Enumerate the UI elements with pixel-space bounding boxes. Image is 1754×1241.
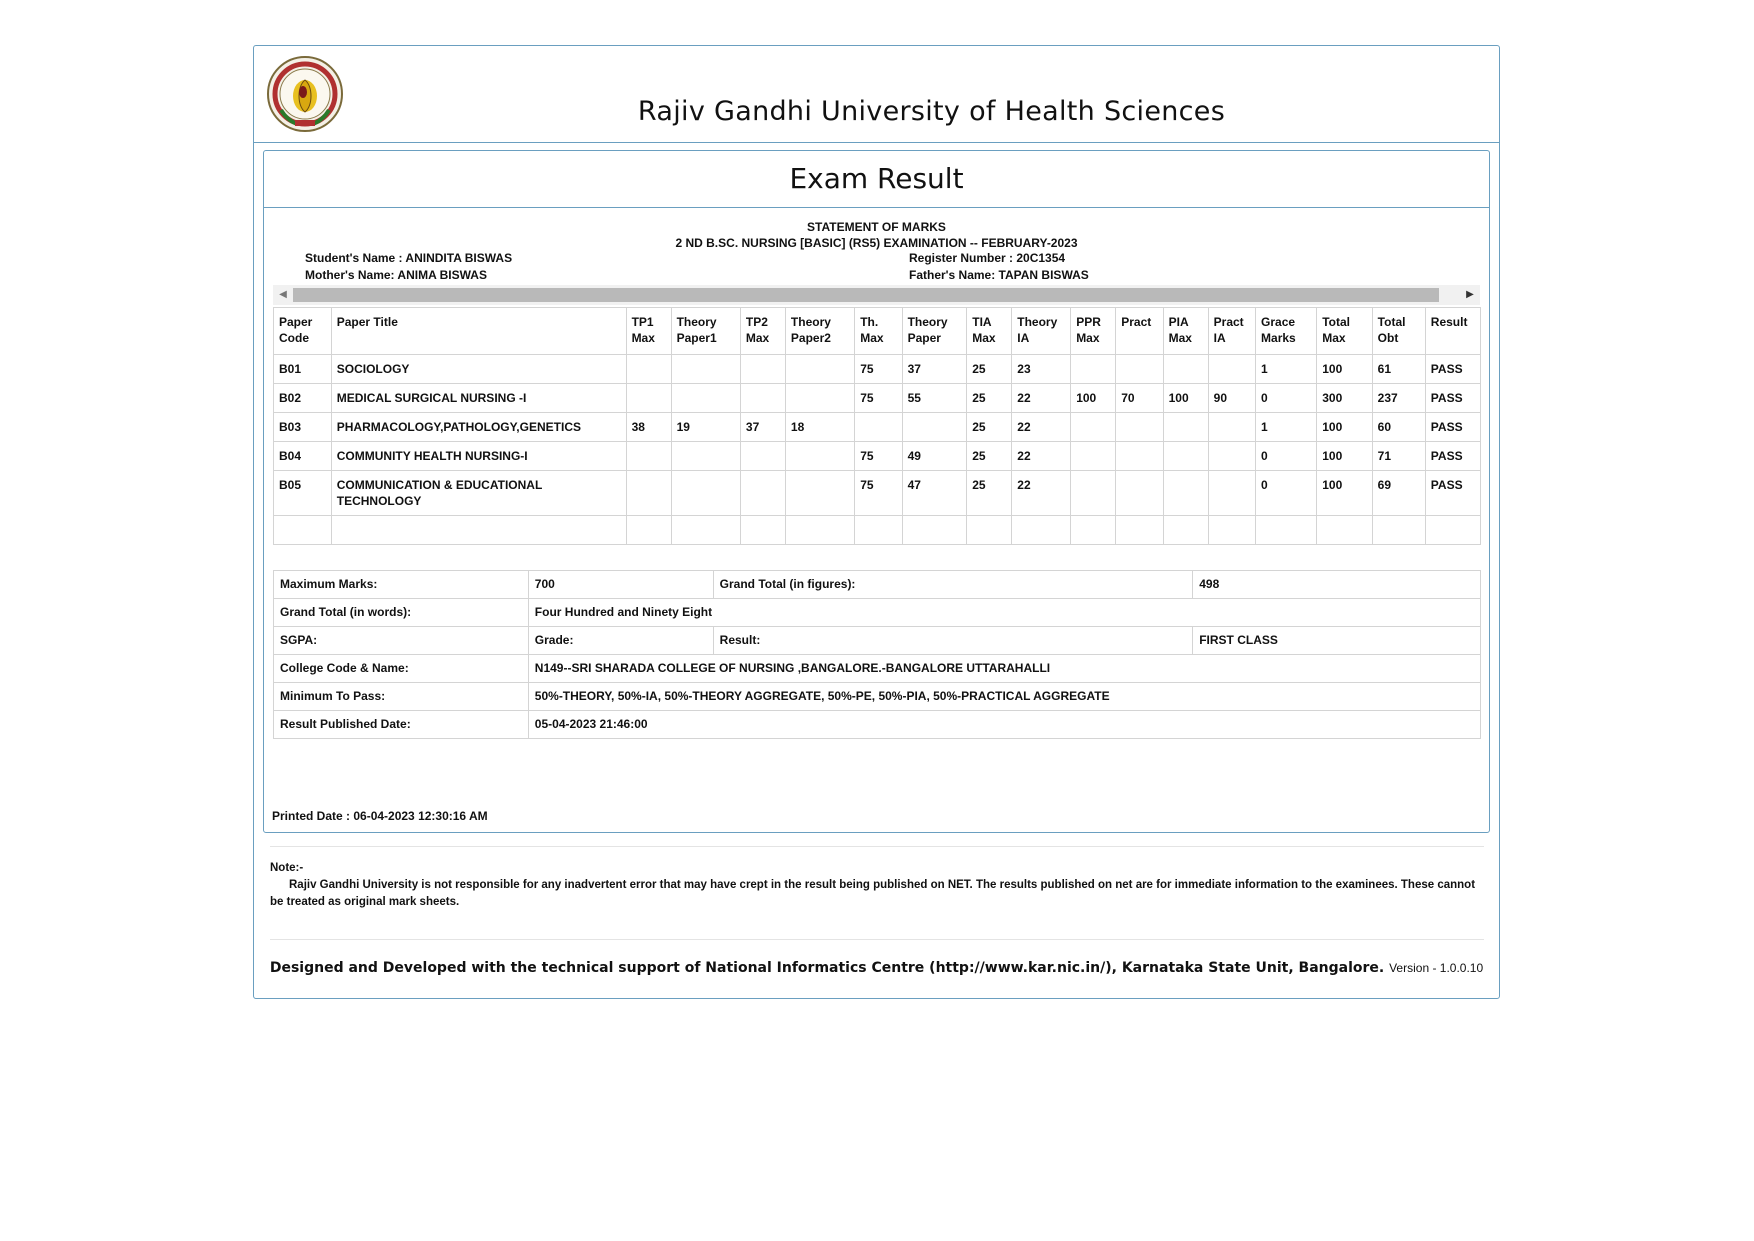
table-cell: 75 — [855, 355, 902, 384]
column-header-line: Total — [1322, 315, 1351, 329]
table-cell: 70 — [1116, 384, 1163, 413]
column-header-line: Total — [1377, 315, 1406, 329]
table-cell: 22 — [1012, 413, 1071, 442]
table-cell: B03 — [274, 413, 332, 442]
table-cell: 100 — [1317, 413, 1372, 442]
column-header-line: Max — [860, 331, 884, 345]
table-cell: PASS — [1425, 413, 1480, 442]
table-cell: 100 — [1317, 355, 1372, 384]
table-cell: 0 — [1256, 471, 1317, 516]
table-cell: 49 — [902, 442, 967, 471]
column-header-line: TP2 — [745, 315, 768, 329]
college-label: College Code & Name: — [274, 655, 529, 683]
table-cell: B02 — [274, 384, 332, 413]
column-header — [1116, 308, 1163, 355]
summary-row — [274, 683, 1481, 711]
table-cell — [626, 471, 671, 516]
table-cell — [274, 516, 332, 545]
column-header-line: PPR — [1076, 315, 1101, 329]
column-header-line: Max — [1322, 331, 1346, 345]
scroll-right-icon[interactable]: ▶ — [1466, 289, 1474, 300]
result-panel — [263, 150, 1490, 833]
header — [254, 46, 1499, 143]
table-cell: B05 — [274, 471, 332, 516]
column-header-line: IA — [1213, 331, 1226, 345]
summary-row — [274, 627, 1481, 655]
table-cell: 1 — [1256, 355, 1317, 384]
table-cell: COMMUNITY HEALTH NURSING-I — [331, 442, 626, 471]
info-row-1 — [264, 251, 1489, 268]
column-header-line: Max — [631, 331, 655, 345]
column-header-line: Result — [1430, 315, 1468, 329]
table-cell: 75 — [855, 471, 902, 516]
table-cell: 300 — [1317, 384, 1372, 413]
table-cell: 60 — [1372, 413, 1425, 442]
result-label: Result: — [713, 627, 1193, 655]
table-cell — [1163, 413, 1208, 442]
table-cell: PASS — [1425, 442, 1480, 471]
horizontal-scrollbar[interactable] — [273, 285, 1480, 305]
table-cell — [785, 471, 854, 516]
scroll-left-icon[interactable]: ◀ — [279, 289, 287, 300]
college-value: N149--SRI SHARADA COLLEGE OF NURSING ,BANGALORE.-BANGALORE UTTARAHALLI — [528, 655, 1480, 683]
table-cell: 61 — [1372, 355, 1425, 384]
table-cell: PASS — [1425, 471, 1480, 516]
table-cell: 237 — [1372, 384, 1425, 413]
result-value: FIRST CLASS — [1193, 627, 1481, 655]
table-cell: 55 — [902, 384, 967, 413]
table-cell: PHARMACOLOGY,PATHOLOGY,GENETICS — [331, 413, 626, 442]
table-cell — [1071, 355, 1116, 384]
table-cell — [331, 516, 626, 545]
column-header-line: Obt — [1377, 331, 1399, 345]
table-cell — [1372, 516, 1425, 545]
column-header — [1425, 308, 1480, 355]
table-cell: 22 — [1012, 442, 1071, 471]
max-marks-label: Maximum Marks: — [274, 571, 529, 599]
table-cell — [1116, 355, 1163, 384]
note-text: Rajiv Gandhi University is not responsible for any inadvertent error that may have crept in the result being published on NET. The results published on net are for immediate information to the examinees. These cannot be treated as original mark sheets. — [270, 879, 1476, 908]
table-cell: 75 — [855, 442, 902, 471]
table-cell — [671, 355, 740, 384]
column-header — [785, 308, 854, 355]
statement-title: STATEMENT OF MARKS — [807, 220, 946, 234]
table-cell — [1071, 516, 1116, 545]
table-cell: 69 — [1372, 471, 1425, 516]
column-header-line: Max — [1168, 331, 1192, 345]
result-heading: Exam Result — [264, 151, 1489, 208]
published-label: Result Published Date: — [274, 711, 529, 739]
table-cell: 100 — [1071, 384, 1116, 413]
table-cell — [740, 471, 785, 516]
sgpa-label: SGPA: — [274, 627, 529, 655]
column-header-line: IA — [1017, 331, 1030, 345]
table-cell: SOCIOLOGY — [331, 355, 626, 384]
table-cell — [626, 516, 671, 545]
table-cell — [1163, 355, 1208, 384]
grand-total-words-label: Grand Total (in words): — [274, 599, 529, 627]
table-cell — [855, 516, 902, 545]
note — [270, 860, 1484, 911]
table-cell: PASS — [1425, 355, 1480, 384]
column-header — [1256, 308, 1317, 355]
table-cell — [1208, 413, 1255, 442]
column-header — [1317, 308, 1372, 355]
table-cell: B01 — [274, 355, 332, 384]
table-cell: 100 — [1317, 471, 1372, 516]
table-cell: 100 — [1163, 384, 1208, 413]
table-cell: COMMUNICATION & EDUCATIONAL TECHNOLOGY — [331, 471, 626, 516]
min-pass-label: Minimum To Pass: — [274, 683, 529, 711]
table-cell — [671, 384, 740, 413]
exam-name: 2 ND B.SC. NURSING [BASIC] (RS5) EXAMINATION -- FEBRUARY-2023 — [675, 236, 1078, 250]
column-header-line: Theory — [676, 315, 717, 329]
table-cell — [740, 516, 785, 545]
column-header — [671, 308, 740, 355]
table-cell — [740, 442, 785, 471]
grand-total-words-value: Four Hundred and Ninety Eight — [528, 599, 1480, 627]
summary-row — [274, 599, 1481, 627]
grand-total-figures-label: Grand Total (in figures): — [713, 571, 1193, 599]
column-header-line: TP1 — [631, 315, 654, 329]
table-cell: B04 — [274, 442, 332, 471]
scroll-thumb[interactable] — [293, 288, 1439, 302]
table-cell: 90 — [1208, 384, 1255, 413]
table-cell — [1425, 516, 1480, 545]
note-title: Note:- — [270, 862, 304, 874]
column-header-line: PIA — [1168, 315, 1189, 329]
table-cell: 1 — [1256, 413, 1317, 442]
table-cell: MEDICAL SURGICAL NURSING -I — [331, 384, 626, 413]
table-cell: 25 — [967, 413, 1012, 442]
column-header — [626, 308, 671, 355]
table-cell — [785, 355, 854, 384]
table-row — [274, 442, 1481, 471]
table-cell: 0 — [1256, 384, 1317, 413]
table-cell: 22 — [1012, 384, 1071, 413]
divider — [270, 939, 1484, 940]
page-frame — [253, 45, 1500, 999]
column-header — [1071, 308, 1116, 355]
version: Version - 1.0.0.10 — [1389, 961, 1484, 975]
column-header-line: Max — [1076, 331, 1100, 345]
column-header-line: TIA — [972, 315, 992, 329]
column-header-line: Paper1 — [676, 331, 717, 345]
column-header-line: Paper Title — [336, 315, 398, 329]
table-cell — [1071, 413, 1116, 442]
table-cell — [1208, 471, 1255, 516]
table-row — [274, 355, 1481, 384]
table-cell — [671, 442, 740, 471]
table-row — [274, 384, 1481, 413]
table-cell — [1208, 516, 1255, 545]
table-row-empty — [274, 516, 1481, 545]
table-cell — [1256, 516, 1317, 545]
table-cell — [671, 471, 740, 516]
column-header — [1372, 308, 1425, 355]
published-value: 05-04-2023 21:46:00 — [528, 711, 1480, 739]
column-header-line: Pract — [1213, 315, 1244, 329]
marks-header-row — [274, 308, 1481, 355]
grand-total-figures-value: 498 — [1193, 571, 1481, 599]
column-header-line: Paper — [279, 315, 313, 329]
table-cell — [785, 442, 854, 471]
register-number: Register Number : 20C1354 — [909, 251, 1066, 265]
table-cell — [855, 413, 902, 442]
column-header — [855, 308, 902, 355]
table-cell — [1116, 471, 1163, 516]
table-cell: 37 — [740, 413, 785, 442]
table-cell — [740, 355, 785, 384]
table-cell — [967, 516, 1012, 545]
column-header-line: Paper — [907, 331, 941, 345]
column-header-line: Theory — [1017, 315, 1058, 329]
table-cell — [1163, 516, 1208, 545]
summary-row — [274, 571, 1481, 599]
table-cell: 22 — [1012, 471, 1071, 516]
table-cell — [1116, 442, 1163, 471]
column-header-line: Grace — [1261, 315, 1296, 329]
max-marks-value: 700 — [528, 571, 713, 599]
table-cell — [1116, 413, 1163, 442]
table-cell — [1163, 471, 1208, 516]
column-header — [740, 308, 785, 355]
table-cell — [671, 516, 740, 545]
table-cell: 25 — [967, 384, 1012, 413]
table-cell: 47 — [902, 471, 967, 516]
column-header-line: Theory — [790, 315, 831, 329]
table-cell: 0 — [1256, 442, 1317, 471]
table-cell — [902, 516, 967, 545]
column-header — [331, 308, 626, 355]
table-cell — [626, 442, 671, 471]
min-pass-value: 50%-THEORY, 50%-IA, 50%-THEORY AGGREGATE, 50%-PE, 50%-PIA, 50%-PRACTICAL AGGREGATE — [528, 683, 1480, 711]
table-row — [274, 471, 1481, 516]
column-header — [1163, 308, 1208, 355]
marks-table — [273, 307, 1481, 545]
info-row-2 — [264, 268, 1489, 285]
column-header — [1208, 308, 1255, 355]
table-cell — [626, 384, 671, 413]
table-cell: 37 — [902, 355, 967, 384]
summary-row — [274, 711, 1481, 739]
table-cell — [902, 413, 967, 442]
table-cell: PASS — [1425, 384, 1480, 413]
column-header-line: Code — [279, 331, 309, 345]
column-header — [1012, 308, 1071, 355]
column-header-line: Max — [972, 331, 996, 345]
table-cell — [1012, 516, 1071, 545]
table-cell — [1116, 516, 1163, 545]
printed-date: Printed Date : 06-04-2023 12:30:16 AM — [272, 809, 488, 823]
column-header-line: Theory — [907, 315, 948, 329]
column-header-line: Th. — [860, 315, 879, 329]
table-cell — [1071, 442, 1116, 471]
table-cell — [1208, 355, 1255, 384]
table-cell — [1208, 442, 1255, 471]
student-name: Student's Name : ANINDITA BISWAS — [305, 251, 513, 265]
summary-row — [274, 655, 1481, 683]
father-name: Father's Name: TAPAN BISWAS — [909, 268, 1089, 282]
column-header-line: Pract — [1121, 315, 1152, 329]
table-cell — [1317, 516, 1372, 545]
footer-text: Designed and Developed with the technical support of National Informatics Centre (http://www.kar.nic.in/), Karnataka State Unit, Bangalore. — [269, 960, 1385, 976]
marks-body — [274, 355, 1481, 545]
column-header — [967, 308, 1012, 355]
table-cell: 25 — [967, 355, 1012, 384]
table-cell — [740, 384, 785, 413]
column-header-line: Paper2 — [790, 331, 831, 345]
table-cell — [785, 516, 854, 545]
university-title: Rajiv Gandhi University of Health Sciences — [637, 96, 1226, 127]
footer — [254, 960, 1499, 976]
table-cell: 75 — [855, 384, 902, 413]
column-header-line: Max — [745, 331, 770, 345]
table-cell: 38 — [626, 413, 671, 442]
table-cell — [626, 355, 671, 384]
column-header — [902, 308, 967, 355]
table-cell — [1071, 471, 1116, 516]
table-cell: 100 — [1317, 442, 1372, 471]
table-cell — [1163, 442, 1208, 471]
table-cell: 25 — [967, 471, 1012, 516]
grade-label: Grade: — [528, 627, 713, 655]
table-cell: 71 — [1372, 442, 1425, 471]
table-cell: 19 — [671, 413, 740, 442]
table-cell — [785, 384, 854, 413]
column-header — [274, 308, 332, 355]
table-cell: 25 — [967, 442, 1012, 471]
table-row — [274, 413, 1481, 442]
divider — [270, 846, 1484, 847]
table-cell: 18 — [785, 413, 854, 442]
summary-table — [273, 570, 1481, 739]
column-header-line: Marks — [1261, 331, 1296, 345]
mother-name: Mother's Name: ANIMA BISWAS — [305, 268, 487, 282]
table-cell: 23 — [1012, 355, 1071, 384]
